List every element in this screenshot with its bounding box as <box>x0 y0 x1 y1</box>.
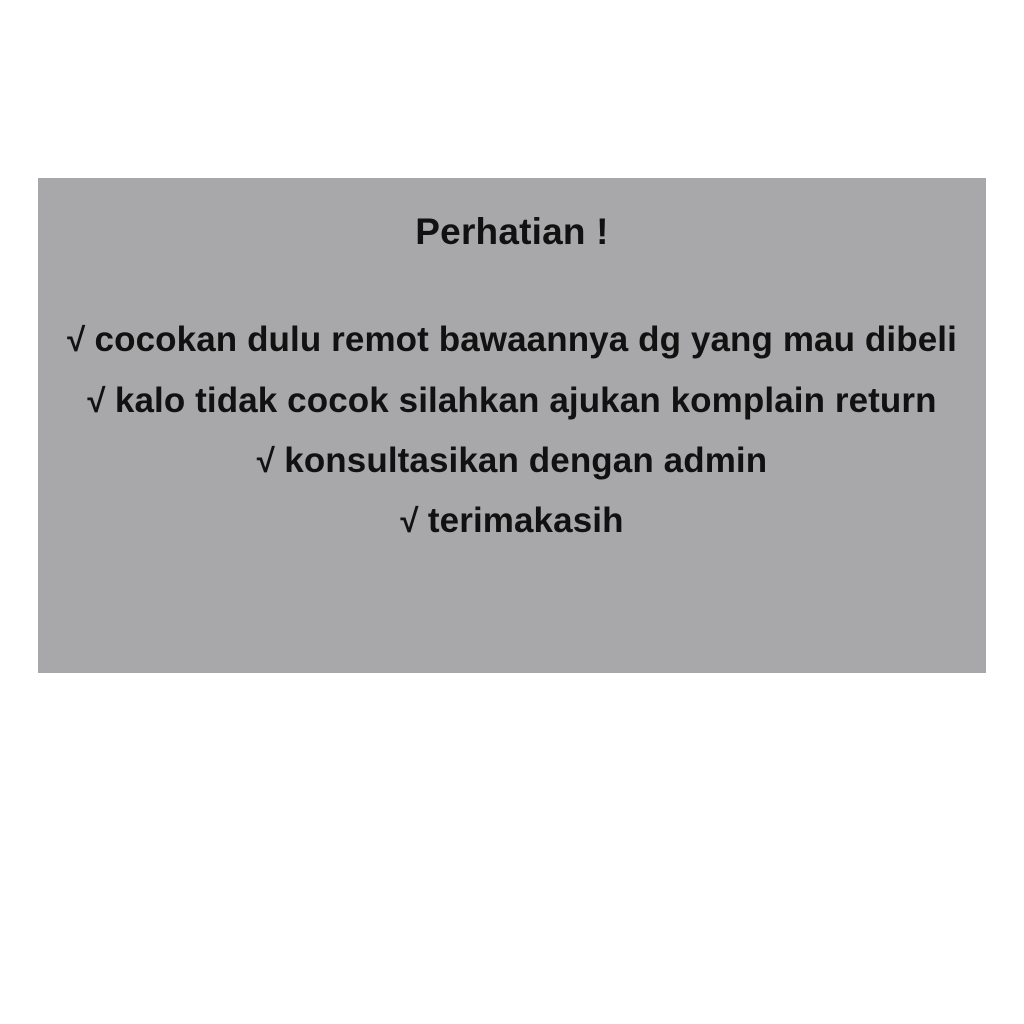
notice-list-item <box>67 310 957 370</box>
notice-list <box>58 310 966 551</box>
notice-item-text: cocokan dulu remot bawaannya dg yang mau dibeli <box>94 320 957 360</box>
notice-item-text: kalo tidak cocok silahkan ajukan komplain return <box>114 380 937 420</box>
notice-item-text: terimakasih <box>427 500 624 540</box>
notice-list-item <box>87 371 936 431</box>
notice-card <box>38 178 986 673</box>
notice-list-item <box>400 491 623 551</box>
check-icon: √ <box>400 501 428 539</box>
notice-list-item <box>257 431 767 491</box>
notice-title: Perhatian ! <box>415 211 609 252</box>
check-icon: √ <box>87 381 115 419</box>
check-icon: √ <box>256 441 285 479</box>
notice-item-text: konsultasikan dengan admin <box>284 440 768 480</box>
check-icon: √ <box>67 321 95 359</box>
